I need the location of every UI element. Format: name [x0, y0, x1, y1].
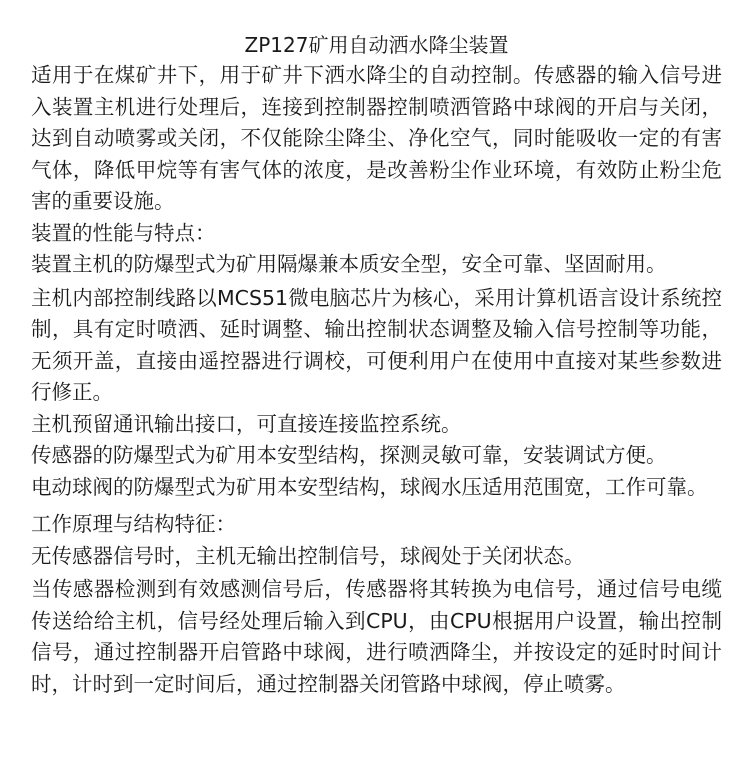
feature-paragraph: 主机预留通讯输出接口，可直接连接监控系统。	[31, 411, 462, 436]
principle-paragraph: 无传感器信号时，主机无输出控制信号，球阀处于关闭状态。	[31, 543, 585, 568]
principle-heading: 工作原理与结构特征：	[31, 512, 236, 536]
feature-paragraph: 电动球阀的防爆型式为矿用本安型结构，球阀水压适用范围宽，工作可靠。	[31, 474, 708, 499]
document-title: ZP127矿用自动洒水降尘装置	[244, 33, 509, 57]
feature-paragraph: 传感器的防爆型式为矿用本安型结构，探测灵敏可靠，安装调试方便。	[31, 443, 667, 467]
intro-paragraph: 适用于在煤矿井下，用于矿井下洒水降尘的自动控制。传感器的输入信号进入装置主机进行处理后，连接到控制器控制喷洒管路中球阀的开启与关闭，达到自动喷雾或关闭，不仅能除尘降尘、净化空气，同时能吸收一定的有害气体，降低甲烷等有害气体的浓度，是改善粉尘作业环境，有效防止粉尘危害的重要设施。	[31, 63, 722, 213]
feature-paragraph: 主机内部控制线路以MCS51微电脑芯片为核心，采用计算机语言设计系统控制，具有定时喷洒、延时调整、输出控制状态调整及输入信号控制等功能，无须开盖，直接由遥控器进行调校，可便利用户在使用中直接对某些参数进行修正。	[31, 285, 722, 404]
features-heading: 装置的性能与特点：	[31, 220, 216, 245]
feature-paragraph: 装置主机的防爆型式为矿用隔爆兼本质安全型，安全可靠、坚固耐用。	[31, 252, 667, 276]
principle-paragraph: 当传感器检测到有效感测信号后，传感器将其转换为电信号，通过信号电缆传送给给主机，信号经处理后输入到CPU，由CPU根据用户设置，输出控制信号，通过控制器开启管路中球阀，进行喷洒降尘，并按设定的延时时间计时，计时到一定时间后，通过控制器关闭管路中球阀，停止喷雾。	[31, 577, 722, 696]
